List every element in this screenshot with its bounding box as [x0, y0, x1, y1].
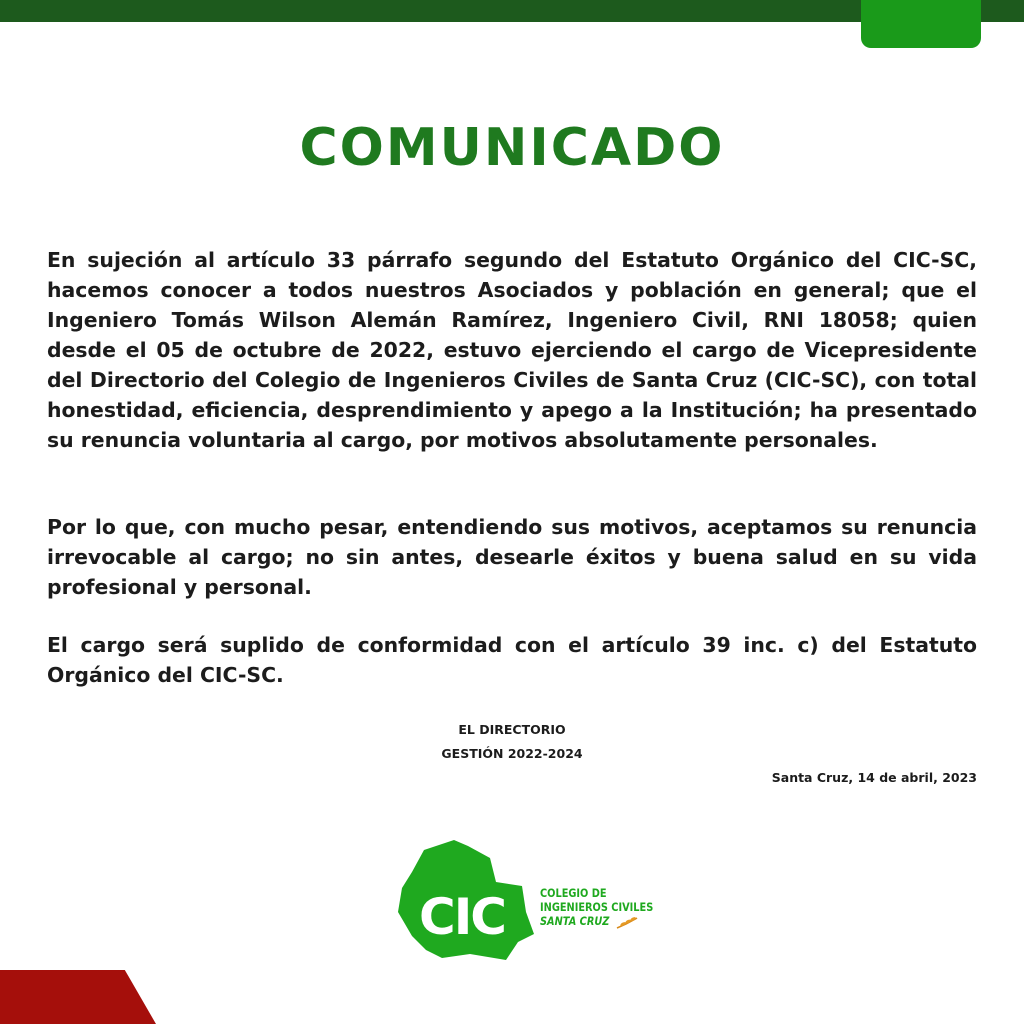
paragraph-1: En sujeción al artículo 33 párrafo segundo del Estatuto Orgánico del CIC-SC, hacemos conocer a todos nuestros Asociados y población en general; que el Ingeniero Tomás Wilson Alemán Ramírez, Ingeniero Civil, RNI 18058; quien desde el 05 de octubre de 2022, estuvo ejerciendo el cargo de Vicepresidente del Directorio del Colegio de Ingenieros Civiles de Santa Cruz (CIC-SC), con total honestidad, eficiencia, desprendimiento y apego a la Institución; ha presentado su renuncia voluntaria al cargo, por motivos absolutamente personales.: [47, 248, 977, 452]
top-green-tab: [861, 0, 981, 48]
wheat-leaf-icon: [615, 916, 639, 930]
document-date: Santa Cruz, 14 de abril, 2023: [771, 770, 977, 785]
signature-line-2: GESTIÓN 2022-2024: [441, 746, 583, 761]
logo-text-line-2: INGENIEROS CIVILES: [540, 900, 654, 914]
signature-line-1: EL DIRECTORIO: [458, 722, 566, 737]
bottom-red-flag: [0, 970, 156, 1024]
logo-mark: CIC: [419, 888, 505, 946]
logo-text-line-1: COLEGIO DE: [540, 886, 607, 900]
page-title: COMUNICADO: [299, 118, 725, 178]
paragraph-3: El cargo será suplido de conformidad con el artículo 39 inc. c) del Estatuto Orgánico del CIC-SC.: [47, 633, 977, 687]
cic-logo-map-icon: [396, 838, 536, 960]
paragraph-2: Por lo que, con mucho pesar, entendiendo sus motivos, aceptamos su renuncia irrevocable al cargo; no sin antes, desearle éxitos y buena salud en su vida profesional y personal.: [47, 515, 977, 599]
logo-text: [540, 886, 659, 928]
logo-text-line-3: SANTA CRUZ: [540, 914, 610, 928]
